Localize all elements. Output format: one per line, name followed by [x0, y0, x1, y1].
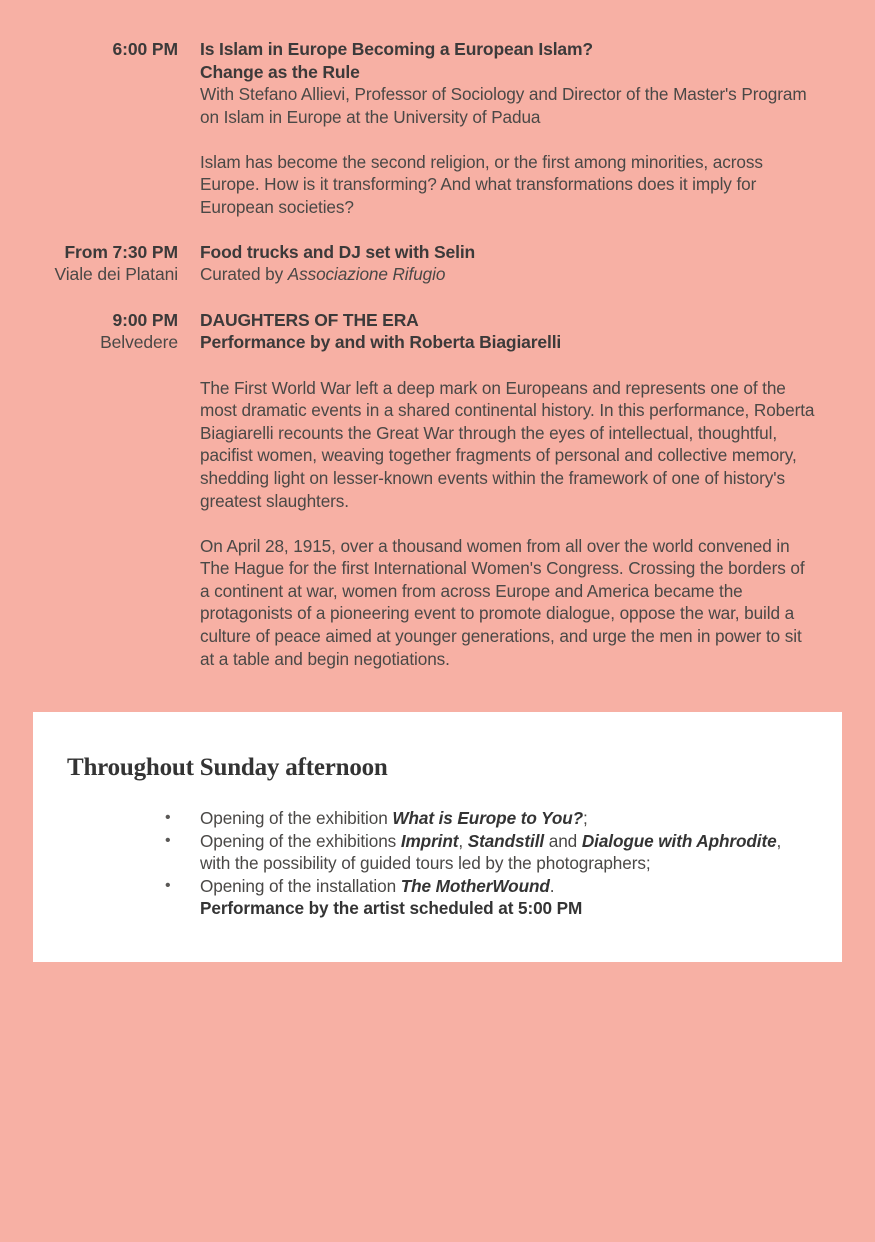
spacer: [0, 219, 875, 241]
bullet-icon: •: [165, 876, 171, 894]
event-paragraph-1: The First World War left a deep mark on Europeans and represents one of the most dramatic events in a shared continental history. In this performance, Roberta Biagiarelli recounts the Great War through the eyes of intellectual, thoughtful, pacifist women, weaving together fragments of personal and collective memory, shedding light on lesser-known events within the framework of one of history's greatest slaughters.: [200, 377, 815, 511]
exhibition-title: What is Europe to You?: [392, 808, 584, 828]
time-slot-2: [0, 241, 178, 286]
event-title-line-1: Is Islam in Europe Becoming a European Islam?: [200, 39, 593, 59]
curated-by-label: Curated by: [200, 264, 288, 285]
list-item: [33, 830, 842, 875]
event-title-line-2: Change as the Rule: [200, 61, 360, 82]
time-slot-3: [0, 309, 178, 354]
bullet-icon: •: [165, 809, 171, 826]
schedule-row-1: [0, 38, 875, 219]
item-tail: , with the possibility of guided tours led by the photographers;: [200, 830, 782, 874]
card-heading: Throughout Sunday afternoon: [67, 754, 388, 781]
exhibition-title: Standstill: [467, 830, 545, 851]
event-details-2: [178, 241, 875, 286]
item-separator: ,: [458, 830, 468, 851]
event-place: Viale dei Platani: [54, 264, 178, 285]
event-place: Belvedere: [100, 332, 178, 353]
event-subtitle: [200, 263, 815, 286]
item-lead: Opening of the exhibition: [200, 808, 393, 828]
event-details-1: [178, 38, 875, 219]
card-bullet-list: [33, 807, 842, 920]
event-time: From 7:30 PM: [64, 241, 178, 262]
event-paragraph-2: On April 28, 1915, over a thousand women from all over the world convened in The Hague for the first International Women's Congress. Crossing the borders of a continent at war, women from across Europe and America became the protagonists of a pioneering event to promote dialogue, oppose the war, build a culture of peace aimed at younger generations, and urge the men in power to sit at a table and begin negotiations.: [200, 535, 805, 669]
list-item: [33, 875, 842, 920]
event-time: 6:00 PM: [112, 39, 178, 59]
bullet-icon: •: [165, 831, 171, 849]
installation-title: The MotherWound: [400, 875, 550, 896]
item-tail: ;: [583, 808, 588, 828]
event-time: 9:00 PM: [112, 309, 178, 330]
event-title-line-2: Performance by and with Roberta Biagiarelli: [200, 332, 562, 353]
performance-note: Performance by the artist scheduled at 5:00 PM: [200, 898, 583, 919]
event-title-line-1: Food trucks and DJ set with Selin: [200, 241, 476, 262]
event-details-3: [178, 309, 875, 670]
schedule-row-3: [0, 309, 875, 670]
sunday-afternoon-card: [33, 712, 842, 962]
curator-name: Associazione Rifugio: [287, 264, 446, 285]
exhibition-title: Imprint: [400, 830, 459, 851]
event-subtitle: With Stefano Allievi, Professor of Sociology and Director of the Master's Program on Islam in Europe at the University of Padua: [200, 84, 807, 127]
exhibition-title: Dialogue with Aphrodite: [581, 830, 777, 851]
item-lead: Opening of the exhibitions: [200, 830, 401, 851]
list-item-text: [200, 875, 842, 920]
event-title-line-1: DAUGHTERS OF THE ERA: [200, 309, 419, 330]
item-separator: and: [544, 830, 582, 851]
list-item-text: [200, 807, 842, 830]
list-item: [33, 807, 842, 830]
item-tail: .: [549, 875, 555, 896]
event-paragraph: Islam has become the second religion, or the first among minorities, across Europe. How is it transforming? And what transformations does it imply for European societies?: [200, 151, 763, 218]
list-item-text: [200, 830, 842, 875]
item-lead: Opening of the installation: [200, 875, 401, 896]
schedule-row-2: [0, 241, 875, 286]
time-slot-1: [0, 38, 178, 61]
spacer: [0, 286, 875, 309]
